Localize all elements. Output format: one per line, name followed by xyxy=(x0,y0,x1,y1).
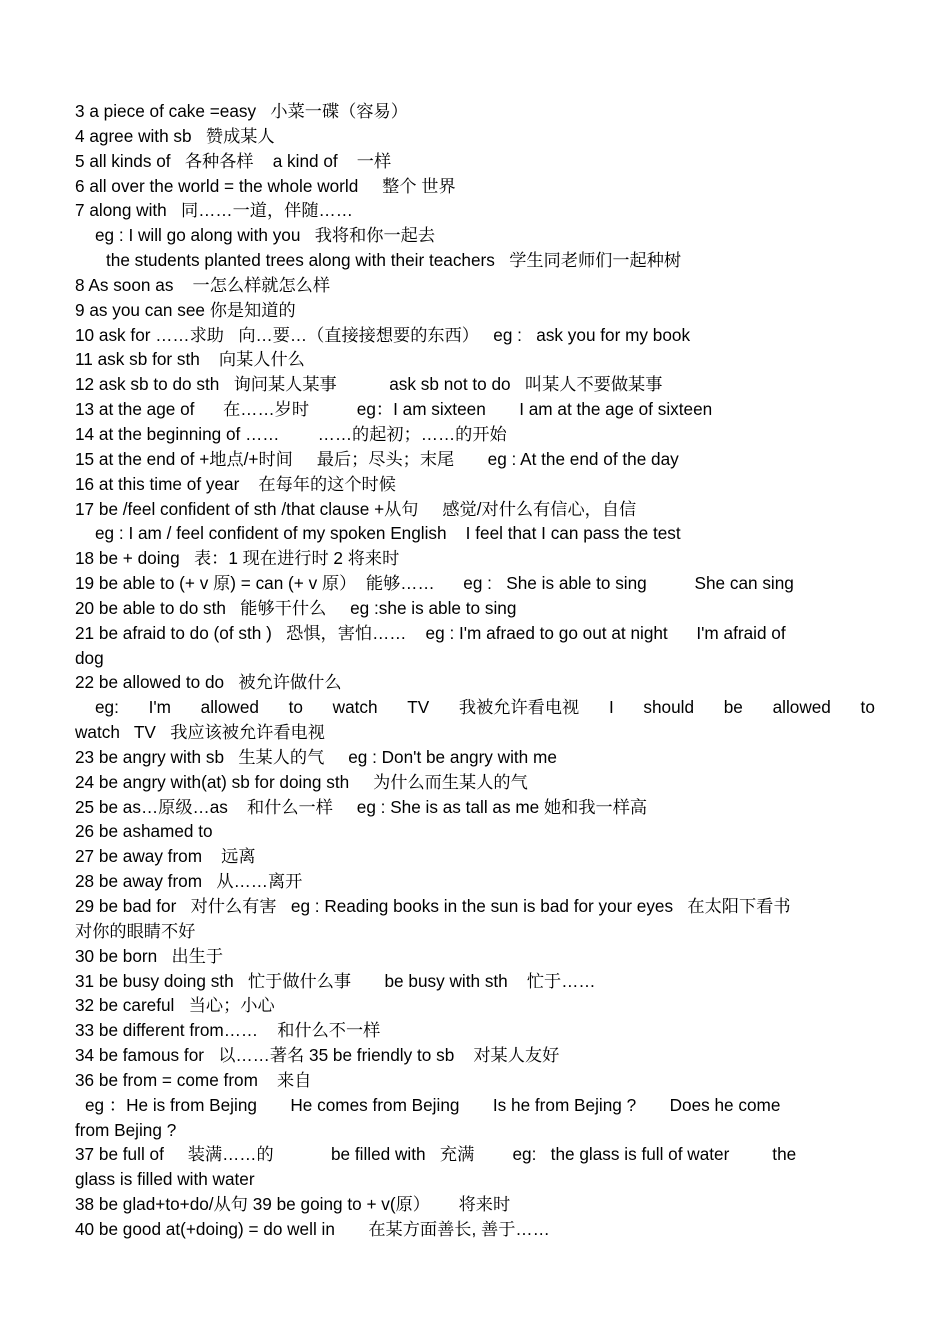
word: I'm xyxy=(148,697,171,718)
text-line: 3 a piece of cake =easy 小菜一碟（容易） xyxy=(75,101,408,121)
text-line: 33 be different from…… 和什么不一样 xyxy=(75,1020,381,1041)
word: watch xyxy=(332,697,378,718)
text-line: 26 be ashamed to xyxy=(75,821,213,842)
text-line: 18 be + doing 表：1 现在进行时 2 将来时 xyxy=(75,548,400,569)
text-line: 4 agree with sb 赞成某人 xyxy=(75,125,275,146)
document-page xyxy=(75,99,875,1242)
text-line: 29 be bad for 对什么有害 eg : Reading books in the sun is bad for your eyes 在太阳下看书 xyxy=(75,896,791,916)
text-line: 36 be from = come from 来自 xyxy=(75,1069,312,1090)
text-line: glass is filled with water xyxy=(75,1169,255,1190)
justified-example-line xyxy=(75,695,875,720)
text-line: 28 be away from 从……离开 xyxy=(75,871,303,892)
text-line: 10 ask for ……求助 向…要…（直接接想要的东西） eg : ask you for my book xyxy=(75,324,691,345)
text-line: 23 be angry with sb 生某人的气 eg : Don't be angry with me xyxy=(75,746,557,767)
text-line: 20 be able to do sth 能够干什么 eg :she is able to sing xyxy=(75,597,517,618)
text-line: watch TV 我应该被允许看电视 xyxy=(75,722,325,743)
word: TV xyxy=(407,697,430,718)
text-line: 7 along with 同……一道，伴随…… xyxy=(75,200,353,221)
text-line: 21 be afraid to do (of sth ) 恐惧，害怕…… eg : I'm afraed to go out at night I'm afraid of xyxy=(75,622,786,643)
text-line: 8 As soon as 一怎么样就怎么样 xyxy=(75,274,331,295)
text-line: 27 be away from 远离 xyxy=(75,846,256,867)
word: 我被允许看电视 xyxy=(458,697,580,718)
text-line: 32 be careful 当心；小心 xyxy=(75,995,275,1016)
text-line: 13 at the age of 在……岁时 eg：I am sixteen I am at the age of sixteen xyxy=(75,399,713,420)
text-line: from Bejing ? xyxy=(75,1119,177,1140)
word: be xyxy=(723,697,743,718)
text-line: 14 at the beginning of …… ……的起初；……的开始 xyxy=(75,423,507,444)
text-line: 34 be famous for 以……著名 35 be friendly to sb 对某人友好 xyxy=(75,1045,560,1066)
text-line: 6 all over the world = the whole world 整个 世界 xyxy=(75,175,456,196)
word: allowed xyxy=(200,697,259,718)
text-line: 25 be as…原级…as 和什么一样 eg : She is as tall as me 她和我一样高 xyxy=(75,796,648,817)
text-line: 17 be /feel confident of sth /that clause +从句 感觉/对什么有信心，自信 xyxy=(75,498,637,519)
text-line: 16 at this time of year 在每年的这个时候 xyxy=(75,473,396,494)
text-line: 19 be able to (+ v 原) = can (+ v 原） 能够…… eg : She is able to sing She can sing xyxy=(75,573,794,594)
text-line: 15 at the end of +地点/+时间 最后；尽头；末尾 eg : At the end of the day xyxy=(75,448,679,469)
example-line: eg : I will go along with you 我将和你一起去 xyxy=(95,225,436,246)
text-line: 31 be busy doing sth 忙于做什么事 be busy with sth 忙于…… xyxy=(75,970,596,991)
word: to xyxy=(288,697,303,718)
word: to xyxy=(860,697,875,718)
text-line: 12 ask sb to do sth 询问某人某事 ask sb not to do 叫某人不要做某事 xyxy=(75,374,663,395)
text-line: 30 be born 出生于 xyxy=(75,945,224,966)
text-line: 11 ask sb for sth 向某人什么 xyxy=(75,349,305,370)
text-line: 22 be allowed to do 被允许做什么 xyxy=(75,672,342,693)
word: allowed xyxy=(772,697,831,718)
example-line: eg : I am / feel confident of my spoken English I feel that I can pass the test xyxy=(95,523,681,544)
text-line: dog xyxy=(75,647,104,668)
text-line: 38 be glad+to+do/从句 39 be going to + v(原） 将来时 xyxy=(75,1194,511,1215)
text-line: 24 be angry with(at) sb for doing sth 为什么而生某人的气 xyxy=(75,771,528,792)
text-line: 40 be good at(+doing) = do well in 在某方面善长, 善于…… xyxy=(75,1218,550,1239)
text-line: 9 as you can see 你是知道的 xyxy=(75,299,296,320)
example-line: the students planted trees along with their teachers 学生同老师们一起种树 xyxy=(106,250,682,271)
word: should xyxy=(643,697,695,718)
example-line: eg ：He is from Bejing He comes from Bejing Is he from Bejing ? Does he come xyxy=(85,1094,781,1115)
word: eg: xyxy=(95,697,119,718)
text-line: 对你的眼睛不好 xyxy=(75,920,196,941)
word: I xyxy=(608,697,614,718)
text-line: 5 all kinds of 各种各样 a kind of 一样 xyxy=(75,150,392,171)
text-line: 37 be full of 装满……的 be filled with 充满 eg: the glass is full of water the xyxy=(75,1144,797,1165)
